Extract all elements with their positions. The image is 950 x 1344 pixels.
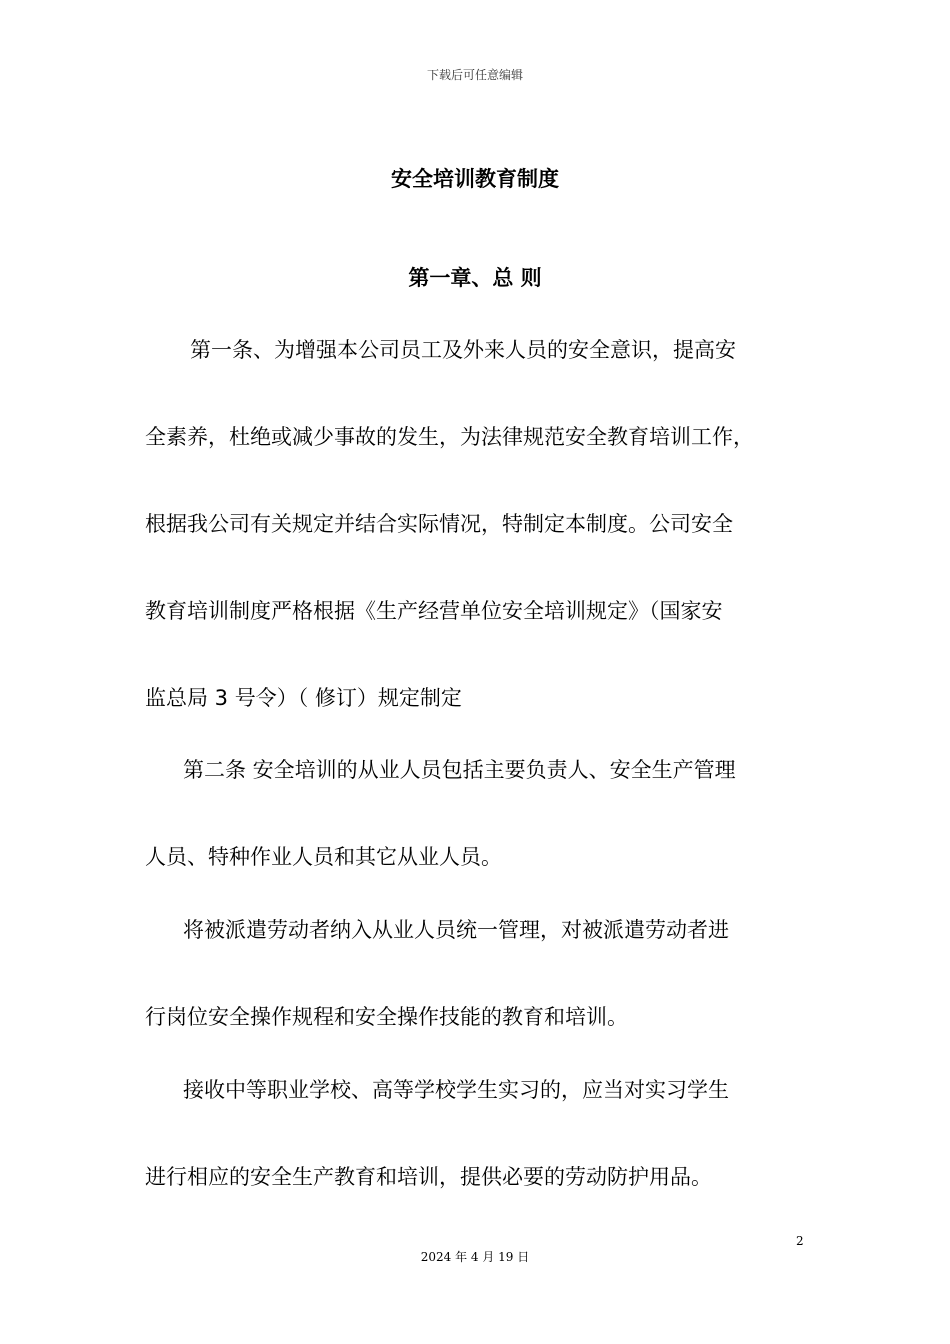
chapter-title: 第一章、总 则 <box>408 266 542 290</box>
paragraph-line: 第二条 安全培训的从业人员包括主要负责人、安全生产管理 <box>183 758 736 782</box>
document-title: 安全培训教育制度 <box>391 167 559 191</box>
paragraph-line: 第一条、为增强本公司员工及外来人员的安全意识，提高安 <box>190 338 736 362</box>
header-note: 下载后可任意编辑 <box>426 68 523 82</box>
paragraph-line: 教育培训制度严格根据《生产经营单位安全培训规定》（国家安 <box>145 599 723 623</box>
paragraph-line: 进行相应的安全生产教育和培训，提供必要的劳动防护用品。 <box>145 1165 712 1189</box>
paragraph-line: 将被派遣劳动者纳入从业人员统一管理，对被派遣劳动者进 <box>183 918 729 942</box>
paragraph-line: 人员、特种作业人员和其它从业人员。 <box>145 845 502 869</box>
paragraph-line: 根据我公司有关规定并结合实际情况，特制定本制度。公司安全 <box>145 512 733 536</box>
paragraph-line: 接收中等职业学校、高等学校学生实习的，应当对实习学生 <box>183 1078 729 1102</box>
paragraph-line: 监总局 3 号令）（ 修订）规定制定 <box>145 686 462 710</box>
footer-date: 2024 年 4 月 19 日 <box>420 1250 530 1264</box>
paragraph-line: 全素养，杜绝或减少事故的发生，为法律规范安全教育培训工作， <box>145 425 754 449</box>
paragraph-line: 行岗位安全操作规程和安全操作技能的教育和培训。 <box>145 1005 628 1029</box>
page-number: 2 <box>796 1234 804 1248</box>
